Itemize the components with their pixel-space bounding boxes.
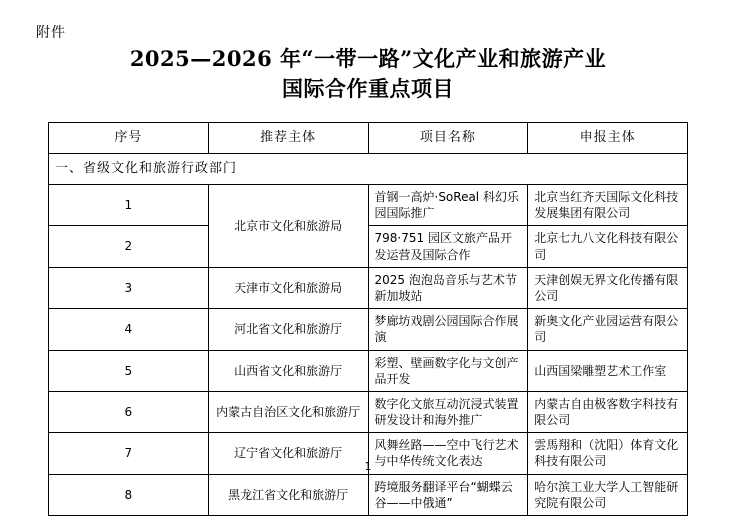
cell-recommender: 北京市文化和旅游局 <box>208 185 368 268</box>
table-row <box>49 309 688 350</box>
cell-project: 798·751 园区文旅产品开发运营及国际合作 <box>368 226 528 267</box>
cell-index: 2 <box>49 226 209 267</box>
table-row <box>49 350 688 391</box>
page-title-line1: 2025—2026 年“一带一路”文化产业和旅游产业 <box>129 46 607 71</box>
cell-project: 2025 泡泡岛音乐与艺术节新加坡站 <box>368 267 528 308</box>
cell-project: 风舞丝路——空中飞行艺术与中华传统文化表达 <box>368 433 528 474</box>
cell-recommender: 内蒙古自治区文化和旅游厅 <box>208 391 368 432</box>
cell-index: 5 <box>49 350 209 391</box>
section-title: 一、省级文化和旅游行政部门 <box>49 154 688 185</box>
cell-recommender: 黑龙江省文化和旅游厅 <box>208 474 368 515</box>
cell-project: 数字化文旅互动沉浸式装置研发设计和海外推广 <box>368 391 528 432</box>
page-title-line2: 国际合作重点项目 <box>282 76 454 102</box>
cell-project: 彩塑、壁画数字化与文创产品开发 <box>368 350 528 391</box>
table-row <box>49 267 688 308</box>
cell-project: 首钢一高炉·SoReal 科幻乐园国际推广 <box>368 185 528 226</box>
column-header-recommender: 推荐主体 <box>208 123 368 154</box>
column-header-applicant: 申报主体 <box>528 123 688 154</box>
projects-table <box>48 122 688 516</box>
cell-applicant: 雲馬翔和（沈阳）体育文化科技有限公司 <box>528 433 688 474</box>
attachment-label: 附件 <box>36 25 66 41</box>
cell-index: 3 <box>49 267 209 308</box>
cell-applicant: 北京当红齐天国际文化科技发展集团有限公司 <box>528 185 688 226</box>
cell-applicant: 新奥文化产业园运营有限公司 <box>528 309 688 350</box>
page-number: 1 <box>364 460 372 473</box>
table-row <box>49 474 688 515</box>
cell-index: 6 <box>49 391 209 432</box>
cell-project: 跨境服务翻译平台“蝴蝶云谷——中俄通” <box>368 474 528 515</box>
table-header <box>49 123 688 154</box>
table-row <box>49 185 688 226</box>
table-row <box>49 226 688 267</box>
cell-project: 梦廊坊戏剧公园国际合作展演 <box>368 309 528 350</box>
cell-applicant: 山西国梁雕塑艺术工作室 <box>528 350 688 391</box>
cell-applicant: 内蒙古自由极客数字科技有限公司 <box>528 391 688 432</box>
cell-index: 1 <box>49 185 209 226</box>
cell-recommender: 河北省文化和旅游厅 <box>208 309 368 350</box>
column-header-index: 序号 <box>49 123 209 154</box>
table-row <box>49 391 688 432</box>
page-title <box>0 44 736 105</box>
cell-applicant: 哈尔滨工业大学人工智能研究院有限公司 <box>528 474 688 515</box>
cell-recommender: 辽宁省文化和旅游厅 <box>208 433 368 474</box>
cell-recommender: 天津市文化和旅游局 <box>208 267 368 308</box>
table-section-row <box>49 154 688 185</box>
cell-recommender: 山西省文化和旅游厅 <box>208 350 368 391</box>
cell-index: 7 <box>49 433 209 474</box>
cell-index: 8 <box>49 474 209 515</box>
cell-applicant: 天津创娱无界文化传播有限公司 <box>528 267 688 308</box>
table-header-row <box>49 123 688 154</box>
cell-index: 4 <box>49 309 209 350</box>
column-header-project: 项目名称 <box>368 123 528 154</box>
cell-applicant: 北京七九八文化科技有限公司 <box>528 226 688 267</box>
